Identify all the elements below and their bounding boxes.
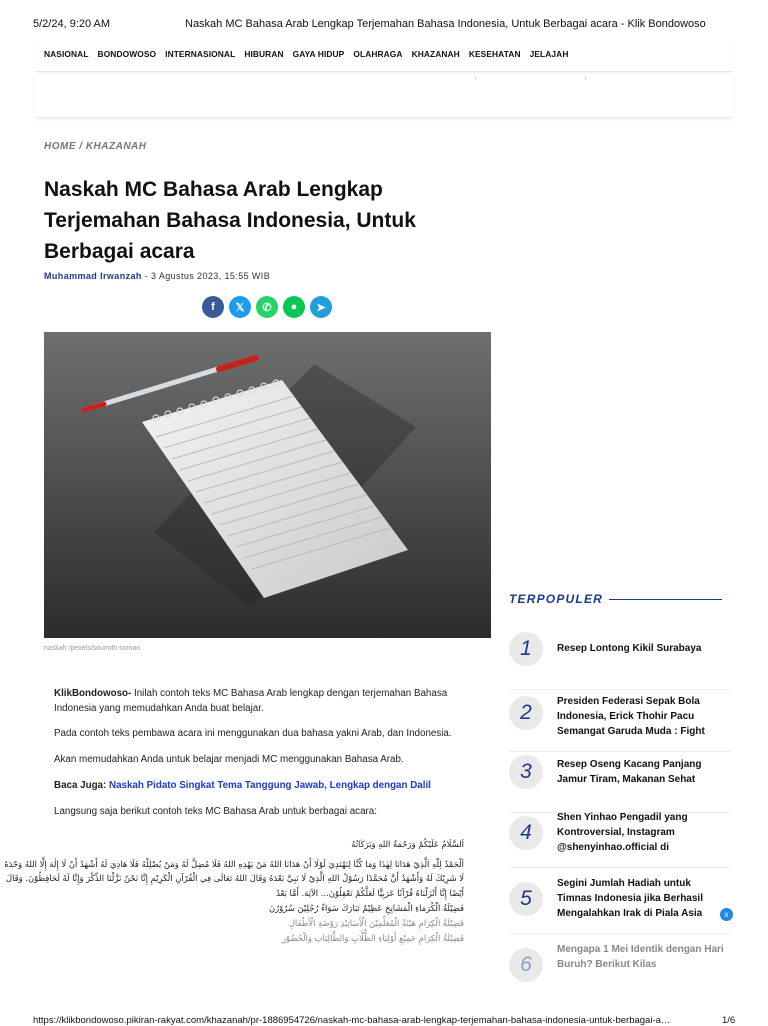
intro-text: Inilah contoh teks MC Bahasa Arab lengkap dengan terjemahan Bahasa Indonesia yang memudahkan Anda buat belajar.	[54, 688, 448, 714]
popular-item-title[interactable]: Resep Oseng Kacang Panjang Jamur Tiram, Makanan Sehat	[557, 759, 702, 785]
popular-item-title[interactable]: Segini Jumlah Hadiah untuk Timnas Indonesia jika Berhasil Mengalahkan Irak di Piala Asia	[557, 878, 703, 919]
popular-item-title[interactable]: Shen Yinhao Pengadil yang Kontroversial, Instagram @shenyinhao.official di	[557, 812, 688, 853]
popular-item-title[interactable]: Presiden Federasi Sepak Bola Indonesia, Erick Thohir Pacu Semangat Garuda Muda : Fight	[557, 696, 705, 737]
page-number: 1/6	[722, 1015, 736, 1026]
divider	[475, 76, 476, 80]
print-datetime: 5/2/24, 9:20 AM	[33, 18, 111, 30]
rank-number: 2	[509, 696, 543, 730]
popular-item[interactable]	[509, 755, 731, 813]
rank-number: 5	[509, 882, 543, 916]
popular-heading-label: TERPOPULER	[509, 592, 604, 606]
popular-item[interactable]	[509, 632, 731, 690]
divider	[509, 867, 731, 868]
image-caption: naskah /pexels/soumith soman	[44, 645, 141, 652]
article-intro	[54, 686, 454, 716]
nav-item-kesehatan[interactable]: KESEHATAN	[468, 49, 521, 59]
divider	[509, 689, 731, 690]
main-nav	[35, 36, 733, 72]
nav-item-gaya-hidup[interactable]: GAYA HIDUP	[292, 49, 345, 59]
print-header	[0, 0, 768, 34]
popular-item-title[interactable]: Resep Lontong Kikil Surabaya	[557, 643, 702, 654]
nav-item-internasional[interactable]: INTERNASIONAL	[165, 49, 236, 59]
nav-item-bondowoso[interactable]: BONDOWOSO	[97, 49, 157, 59]
nav-item-khazanah[interactable]: KHAZANAH	[411, 49, 460, 59]
arabic-line: فَضِيْلَةُ الْكِرَامِ جَمِيْعِ أَوْلِيَاءِ الطُّلَّابِ وَالطَّالِبَاتِ وَالْحُضُوْرِ	[281, 933, 464, 943]
close-icon[interactable]: x	[720, 908, 733, 921]
divider	[509, 933, 731, 934]
read-also-link[interactable]: Naskah Pidato Singkat Tema Tanggung Jawab, Lengkap dengan Dalil	[109, 780, 431, 791]
arabic-line: فَضِيْلَةُ الْكِرَامِ هَيْئَةُ الْمُعَلِّمِيْنَ الْأَسَاتِيْذِ رَوْضَةِ الْأَطْفَالِ	[288, 918, 464, 928]
ad-banner-area	[35, 74, 733, 118]
heading-rule	[609, 599, 722, 600]
popular-item[interactable]	[509, 942, 731, 1000]
arabic-line: لَا شَرِيْكَ لَهُ وَأَشْهَدُ أَنَّ مُحَمَّدًا رَسُوْلُ اللهِ الَّذِيْ لَا نَبِيَّ بَعْدَهُ وَقَالَ اللهُ تَعَالَى فِي الْقُرْآنِ الْكَرِيْمِ إِنَّا نَحْنُ نَزَّلْنَا الذِّكْرَ وَإِنَّا لَهُ لَحَافِظُوْنَ. وَقَالَ	[6, 873, 464, 883]
nav-item-jelajah[interactable]: JELAJAH	[529, 49, 569, 59]
line-icon[interactable]: ●	[283, 296, 305, 318]
print-url: https://klikbondowoso.pikiran-rakyat.com/khazanah/pr-1886954726/naskah-mc-bahasa-arab-lengkap-terjemahan-bahasa-indonesia-untuk-berbagai-a…	[33, 1015, 671, 1026]
divider	[509, 751, 731, 752]
divider	[585, 76, 586, 80]
facebook-icon[interactable]: f	[202, 296, 224, 318]
article-paragraph: Akan memudahkan Anda untuk belajar menjadi MC menggunakan Bahasa Arab.	[54, 754, 404, 765]
arabic-line: اَلْحَمْدُ لِلّٰهِ الَّذِيْ هَدَانَا لِهٰذَا وَمَا كُنَّا لِنَهْتَدِيَ لَوْلَا أَنْ هَدَانَا اللهُ مَنْ يَهْدِهِ اللهُ فَلَا مُضِلَّ لَهُ وَمَنْ يُضْلِلْهُ فَلَا هَادِيَ لَهُ أَشْهَدُ أَنْ لَا إِلٰهَ إِلَّا اللهُ وَحْدَهُ	[4, 859, 464, 869]
popular-heading	[509, 592, 722, 606]
popular-item[interactable]	[509, 876, 731, 934]
print-page-title: Naskah MC Bahasa Arab Lengkap Terjemahan Bahasa Indonesia, Untuk Berbagai acara - Klik Bondowoso	[185, 18, 706, 30]
breadcrumb[interactable]: HOME / KHAZANAH	[44, 141, 147, 152]
arabic-line: فَضِيْلَةُ الْكُرَمَاءِ الْمَشَايِخِ عَظِيْمٌ تَبَارَكَ سَوَاءٌ رُجُلِيْنَ سُرُوْرُنَ	[269, 903, 464, 913]
nav-item-hiburan[interactable]: HIBURAN	[244, 49, 284, 59]
read-also-label: Baca Juga:	[54, 780, 109, 791]
hero-image	[44, 332, 491, 638]
intro-lead: KlikBondowoso-	[54, 688, 132, 699]
rank-number: 4	[509, 816, 543, 850]
whatsapp-icon[interactable]: ✆	[256, 296, 278, 318]
telegram-icon[interactable]: ➤	[310, 296, 332, 318]
share-buttons	[202, 296, 337, 318]
article-title: Naskah MC Bahasa Arab Lengkap Terjemahan Bahasa Indonesia, Untuk Berbagai acara	[44, 178, 416, 263]
x-icon[interactable]: 𝕏	[229, 296, 251, 318]
rank-number: 1	[509, 632, 543, 666]
read-also	[54, 778, 454, 793]
author-link[interactable]: Muhammad Irwanzah	[44, 271, 142, 281]
nav-item-nasional[interactable]: NASIONAL	[44, 49, 89, 59]
notepad-photo	[44, 332, 491, 638]
arabic-line: اَلسَّلَامُ عَلَيْكُمْ وَرَحْمَةُ اللهِ وَبَرَكَاتُهُ	[351, 839, 464, 849]
byline	[44, 271, 270, 281]
publish-date: - 3 Agustus 2023, 15:55 WIB	[141, 271, 271, 281]
rank-number: 3	[509, 755, 543, 789]
popular-item-title[interactable]: Mengapa 1 Mei Identik dengan Hari Buruh? Berikut Kilas	[557, 944, 724, 970]
article-paragraph: Pada contoh teks pembawa acara ini menggunakan dua bahasa yakni Arab, dan Indonesia.	[54, 728, 452, 739]
nav-item-olahraga[interactable]: OLAHRAGA	[353, 49, 403, 59]
popular-item[interactable]	[509, 694, 731, 752]
article-paragraph: Langsung saja berikut contoh teks MC Bahasa Arab untuk berbagai acara:	[54, 806, 377, 817]
arabic-line: أَيْضًا إِنَّا أَنْزَلْنَاهُ قُرْآنًا عَرَبِيًّا لَعَلَّكُمْ تَعْقِلُوْنَ... الآيَة. أَمَّا بَعْدُ	[276, 888, 464, 898]
rank-number: 6	[509, 948, 543, 982]
popular-item[interactable]	[509, 810, 731, 868]
